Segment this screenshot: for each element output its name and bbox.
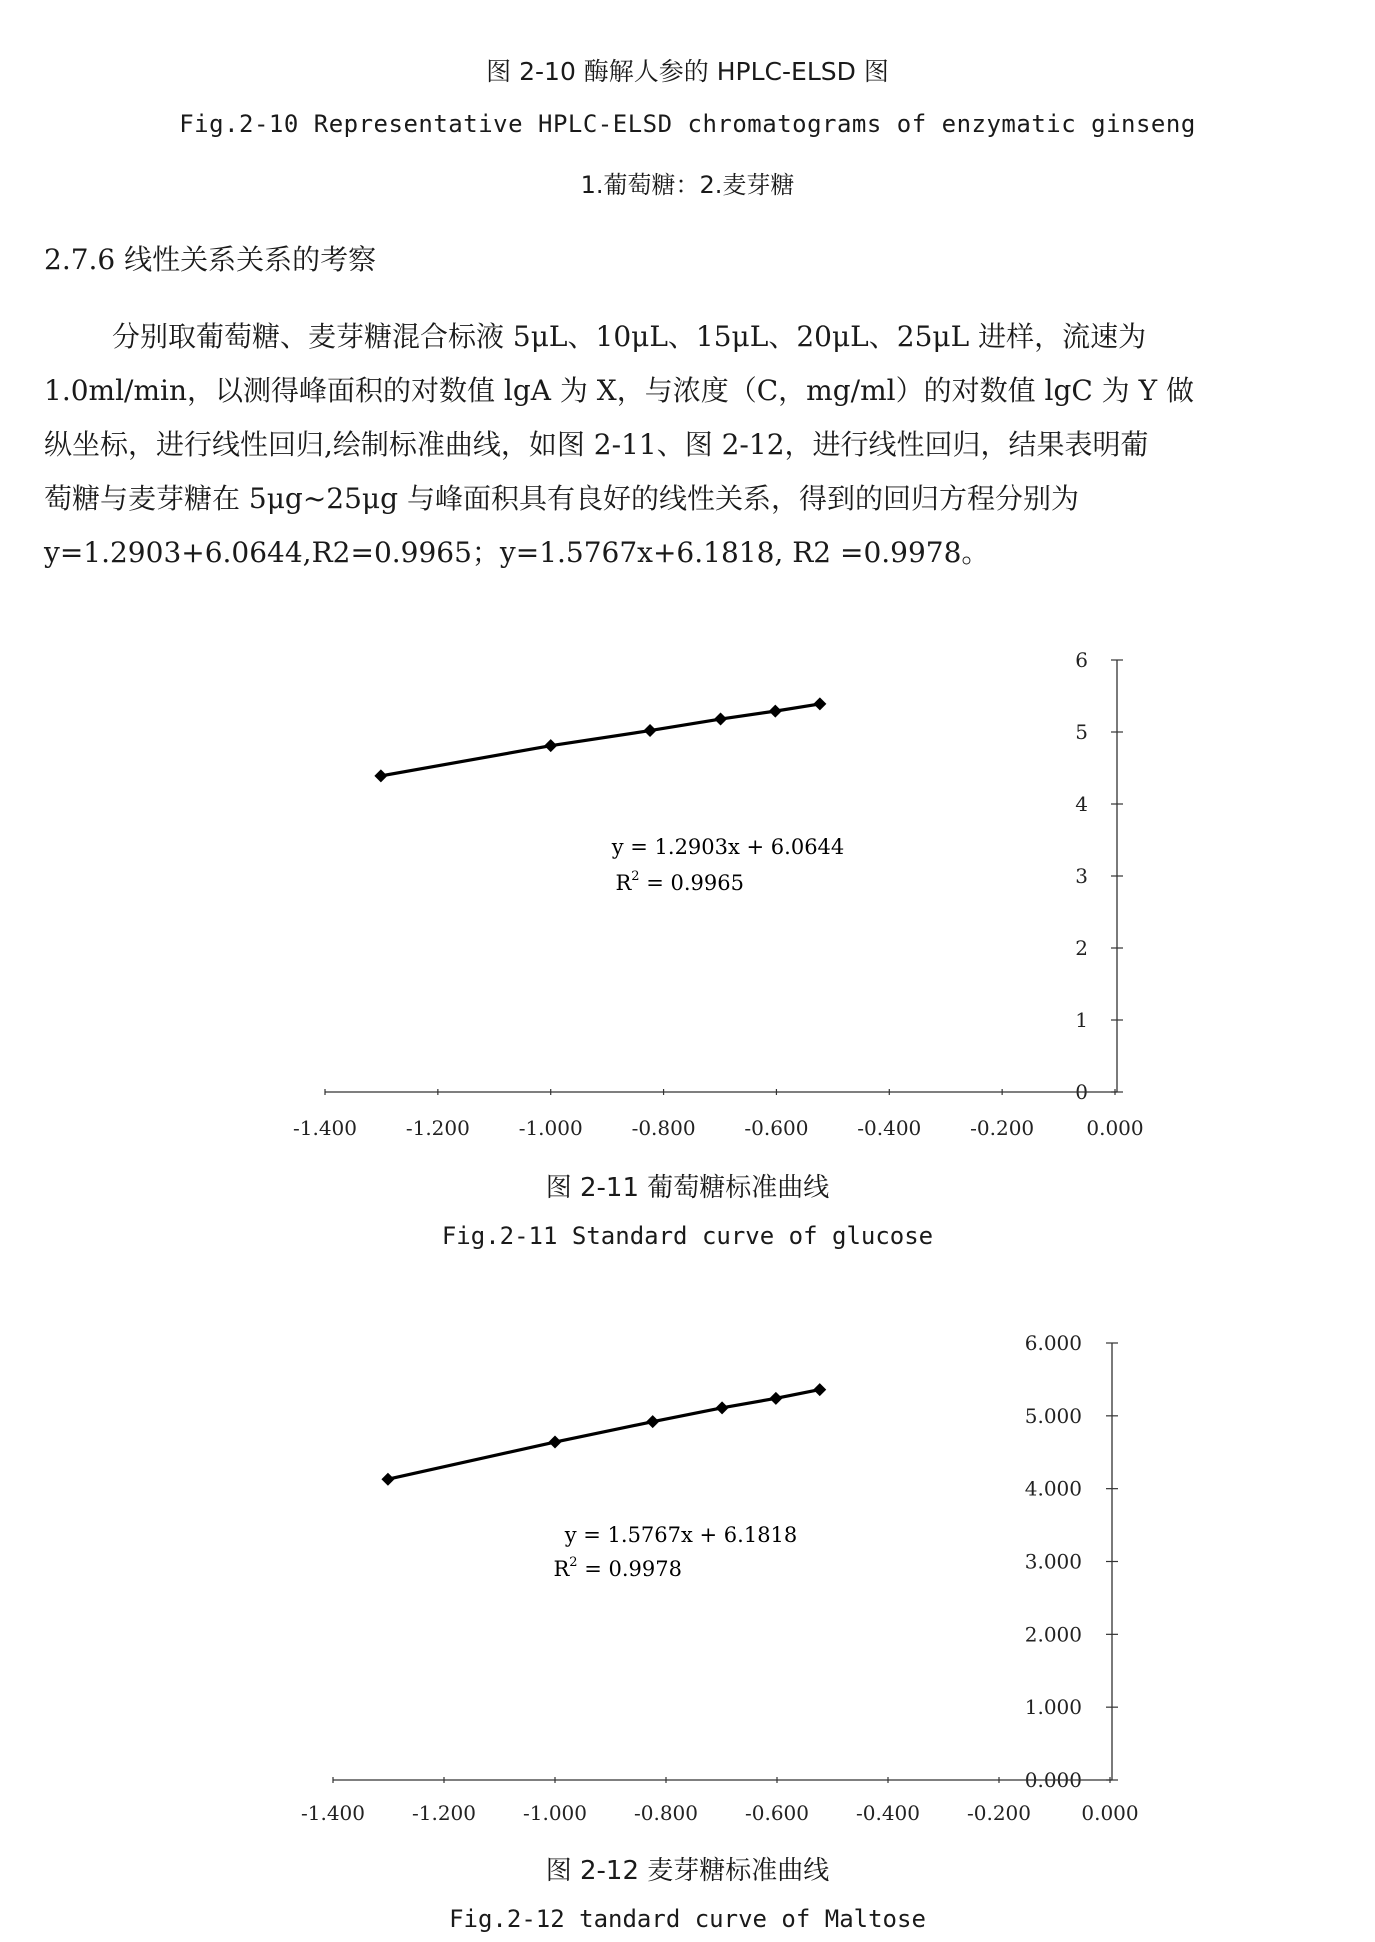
y-axis-ticks: [1075, 648, 1123, 1104]
data-point: [769, 1392, 782, 1405]
y-tick-label: 4.000: [1024, 1476, 1082, 1501]
section-heading: 2.7.6 线性关系关系的考察: [44, 243, 377, 276]
data-point: [381, 1473, 394, 1486]
data-point: [374, 769, 387, 782]
y-tick-label: 0: [1075, 1080, 1088, 1104]
data-point: [714, 713, 727, 726]
fig-2-11-caption-cn: 图 2-11 葡萄糖标准曲线: [545, 1173, 830, 1203]
x-tick-label: 0.000: [1086, 1116, 1144, 1140]
fig-2-12-caption-en: Fig.2-12 tandard curve of Maltose: [449, 1905, 926, 1933]
y-tick-label: 3: [1075, 864, 1088, 888]
r-squared-label: [615, 869, 744, 895]
y-tick-label: 3.000: [1024, 1549, 1082, 1574]
x-tick-label: -1.400: [292, 1116, 358, 1140]
data-point: [769, 705, 782, 718]
y-tick-label: 1: [1075, 1008, 1088, 1032]
y-tick-label: 6: [1075, 648, 1088, 672]
x-axis-ticks: [301, 1777, 1139, 1825]
data-point: [813, 1383, 826, 1396]
y-tick-label: 2.000: [1024, 1622, 1082, 1647]
x-tick-label: -0.200: [970, 1116, 1035, 1140]
r-squared-label: [553, 1555, 682, 1581]
data-series: [381, 1383, 826, 1486]
x-tick-label: -1.400: [300, 1801, 366, 1825]
x-tick-label: -0.800: [633, 1801, 699, 1825]
fig-2-10-legend: 1.葡萄糖：2.麦芽糖: [580, 171, 795, 199]
x-tick-label: -1.200: [405, 1116, 470, 1140]
section-paragraph: [44, 310, 1339, 580]
r-squared-superscript: 2: [631, 869, 640, 884]
fig-2-12-caption-cn: 图 2-12 麦芽糖标准曲线: [545, 1856, 830, 1886]
regression-equation: y = 1.5767x + 6.1818: [564, 1523, 798, 1547]
data-point: [716, 1401, 729, 1414]
r-squared-value: = 0.9965: [639, 871, 744, 895]
fig-2-11-caption-en: Fig.2-11 Standard curve of glucose: [441, 1222, 934, 1250]
r-squared-prefix: R: [553, 1557, 570, 1581]
x-tick-label: -0.600: [744, 1116, 809, 1140]
x-tick-label: -1.200: [411, 1801, 477, 1825]
y-tick-label: 1.000: [1024, 1695, 1082, 1720]
x-tick-label: -0.200: [966, 1801, 1032, 1825]
fig-2-10-caption-cn: 图 2-10 酶解人参的 HPLC-ELSD 图: [486, 57, 889, 86]
x-tick-label: -0.400: [855, 1801, 921, 1825]
data-point: [813, 697, 826, 710]
y-tick-label: 4: [1075, 792, 1088, 816]
x-tick-label: -0.600: [744, 1801, 810, 1825]
data-series: [374, 697, 826, 782]
series-line: [381, 704, 820, 776]
glucose-standard-curve-chart: [0, 620, 1375, 1140]
x-axis-ticks: [293, 1089, 1144, 1140]
x-tick-label: -0.800: [631, 1116, 696, 1140]
maltose-standard-curve-chart: [0, 1310, 1375, 1830]
y-tick-label: 5.000: [1024, 1403, 1082, 1428]
x-tick-label: -1.000: [518, 1116, 583, 1140]
fig-2-10-caption-en: Fig.2-10 Representative HPLC-ELSD chromatograms of enzymatic ginseng: [179, 110, 1196, 138]
paragraph-line: 纵坐标，进行线性回归,绘制标准曲线，如图 2-11、图 2-12，进行线性回归，结果表明葡: [44, 428, 1149, 461]
r-squared-value: = 0.9978: [577, 1557, 682, 1581]
data-point: [549, 1436, 562, 1449]
y-tick-label: 0.000: [1024, 1768, 1082, 1792]
paragraph-line: 萄糖与麦芽糖在 5μg~25μg 与峰面积具有良好的线性关系，得到的回归方程分别为: [44, 482, 1079, 515]
regression-equation: y = 1.2903x + 6.0644: [611, 835, 845, 859]
series-line: [388, 1390, 820, 1480]
x-tick-label: -1.000: [522, 1801, 588, 1825]
x-tick-label: -0.400: [857, 1116, 922, 1140]
y-tick-label: 5: [1075, 720, 1088, 744]
data-point: [544, 739, 557, 752]
y-tick-label: 2: [1075, 936, 1088, 960]
paragraph-line: 1.0ml/min，以测得峰面积的对数值 lgA 为 X，与浓度（C，mg/ml）的对数值 lgC 为 Y 做: [44, 374, 1194, 407]
paragraph-line: 分别取葡萄糖、麦芽糖混合标液 5μL、10μL、15μL、20μL、25μL 进样，流速为: [112, 320, 1147, 353]
x-tick-label: 0.000: [1081, 1801, 1139, 1825]
paragraph-line: y=1.2903+6.0644,R2=0.9965；y=1.5767x+6.1818, R2 =0.9978。: [44, 536, 990, 569]
r-squared-superscript: 2: [569, 1555, 578, 1570]
y-tick-label: 6.000: [1024, 1331, 1082, 1355]
data-point: [644, 724, 657, 737]
data-point: [646, 1415, 659, 1428]
y-axis-ticks: [1025, 1331, 1118, 1792]
r-squared-prefix: R: [615, 871, 632, 895]
